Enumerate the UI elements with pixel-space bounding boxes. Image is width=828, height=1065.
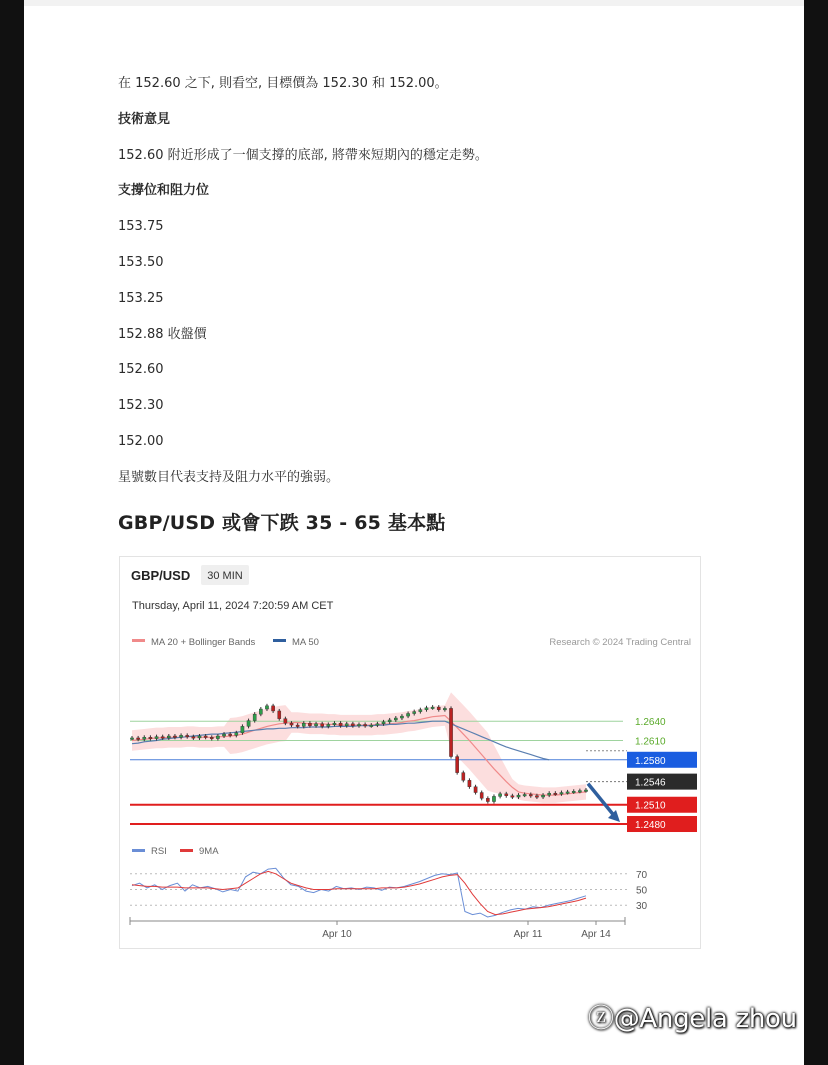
candle <box>179 735 182 737</box>
candle <box>474 787 477 793</box>
paragraph: 153.25 <box>118 290 164 306</box>
article-body <box>118 74 718 504</box>
candle <box>345 724 348 726</box>
candle <box>339 723 342 726</box>
zhihu-logo-icon: ⓩ <box>588 1004 614 1034</box>
candle <box>523 794 526 796</box>
candle <box>419 710 422 712</box>
candle <box>210 737 213 739</box>
candle <box>511 796 514 798</box>
candle <box>186 735 189 737</box>
candle <box>314 724 317 726</box>
candle <box>357 724 360 726</box>
bollinger-band <box>132 692 586 802</box>
x-tick-label: Apr 11 <box>513 929 543 940</box>
chart-timestamp: Thursday, April 11, 2024 7:20:59 AM CET <box>132 600 334 612</box>
chart-timeframe: 30 MIN <box>207 570 243 582</box>
candle <box>265 706 268 709</box>
candle <box>192 737 195 739</box>
candle <box>517 795 520 797</box>
candle <box>370 725 373 727</box>
watermark <box>588 998 797 1035</box>
rsi-line <box>132 868 586 917</box>
candle <box>222 734 225 736</box>
candle <box>499 794 502 797</box>
candle <box>449 708 452 756</box>
page-top-strip <box>24 0 804 6</box>
candle <box>229 734 232 736</box>
legend-swatch <box>132 639 145 642</box>
paragraph: 152.00 <box>118 433 164 449</box>
candle <box>167 736 170 738</box>
subheading: 支撐位和阻力位 <box>118 183 210 199</box>
rsi-tick: 70 <box>636 869 648 881</box>
candle <box>529 794 532 796</box>
candle <box>321 724 324 727</box>
candle <box>302 723 305 726</box>
candle <box>284 719 287 723</box>
candle <box>406 714 409 717</box>
candle <box>584 790 587 792</box>
candle <box>566 792 569 794</box>
candle <box>376 724 379 726</box>
candle <box>333 723 336 725</box>
candle <box>394 718 397 720</box>
candle <box>351 724 354 726</box>
level-label: 1.2580 <box>635 755 666 767</box>
candle <box>462 773 465 781</box>
level-label: 1.2480 <box>635 820 666 832</box>
candle <box>480 793 483 799</box>
candle <box>130 738 133 740</box>
candle <box>535 796 538 798</box>
paragraph: 153.75 <box>118 219 164 235</box>
candle <box>364 724 367 726</box>
section-heading: GBP/USD 或會下跌 35 - 65 基本點 <box>118 512 446 534</box>
candle <box>578 791 581 793</box>
candle <box>198 736 201 738</box>
candle <box>560 793 563 795</box>
level-label: 1.2546 <box>635 777 666 789</box>
candle <box>505 794 508 796</box>
candle <box>431 707 434 709</box>
candle <box>541 795 544 797</box>
candle <box>216 736 219 739</box>
rsi-legend-label: RSI <box>151 846 167 857</box>
watermark-text: @Angela zhou <box>613 1004 797 1034</box>
level-label: 1.2610 <box>635 736 666 748</box>
candle <box>554 793 557 795</box>
chart-credit: Research © 2024 Trading Central <box>549 637 691 648</box>
paragraph: 星號數目代表支持及阻力水平的強弱。 <box>118 469 340 485</box>
candle <box>296 725 299 727</box>
x-tick-label: Apr 10 <box>322 929 352 940</box>
rsi-legend-swatch <box>132 849 145 852</box>
candle <box>161 737 164 739</box>
candle <box>247 721 250 727</box>
candle <box>382 722 385 724</box>
candle <box>149 737 152 739</box>
candle <box>413 712 416 714</box>
candle <box>548 793 551 795</box>
candle <box>173 736 176 738</box>
paragraph: 152.88 收盤價 <box>118 326 207 342</box>
candle <box>241 726 244 732</box>
candle <box>143 737 146 739</box>
candle <box>388 720 391 722</box>
candle <box>327 724 330 726</box>
x-tick-label: Apr 14 <box>581 929 611 940</box>
rsi-legend-label: 9MA <box>199 846 219 857</box>
level-label: 1.2640 <box>635 717 666 729</box>
chart-canvas <box>120 557 700 948</box>
level-label: 1.2510 <box>635 800 666 812</box>
subheading: 技術意見 <box>118 111 171 127</box>
legend-swatch <box>273 639 286 642</box>
candle <box>492 796 495 801</box>
candle <box>456 757 459 773</box>
candle <box>137 738 140 740</box>
rsi-tick: 30 <box>636 901 648 913</box>
candle <box>443 708 446 710</box>
candle <box>278 711 281 719</box>
chart-symbol: GBP/USD <box>131 568 191 583</box>
forecast-arrow <box>588 784 616 818</box>
candle <box>400 716 403 718</box>
candle <box>204 736 207 738</box>
legend-label: MA 50 <box>292 637 319 648</box>
candle <box>235 733 238 736</box>
paragraph: 152.60 附近形成了一個支撐的底部, 將帶來短期內的穩定走勢。 <box>118 147 488 163</box>
paragraph: 153.50 <box>118 254 164 270</box>
candle <box>486 798 489 801</box>
candle <box>437 707 440 710</box>
candle <box>572 791 575 793</box>
paragraph: 152.30 <box>118 398 164 414</box>
paragraph: 在 152.60 之下, 則看空, 目標價為 152.30 和 152.00。 <box>118 76 448 91</box>
candle <box>425 708 428 710</box>
candle <box>155 737 158 739</box>
candle <box>468 780 471 786</box>
rsi-tick: 50 <box>636 885 648 897</box>
candle <box>290 723 293 725</box>
candle <box>259 709 262 714</box>
candle <box>253 714 256 720</box>
paragraph: 152.60 <box>118 362 164 378</box>
gbpusd-chart[interactable] <box>119 556 701 949</box>
candle <box>308 723 311 726</box>
candle <box>272 706 275 711</box>
legend-label: MA 20 + Bollinger Bands <box>151 637 256 648</box>
rsi-legend-swatch <box>180 849 193 852</box>
